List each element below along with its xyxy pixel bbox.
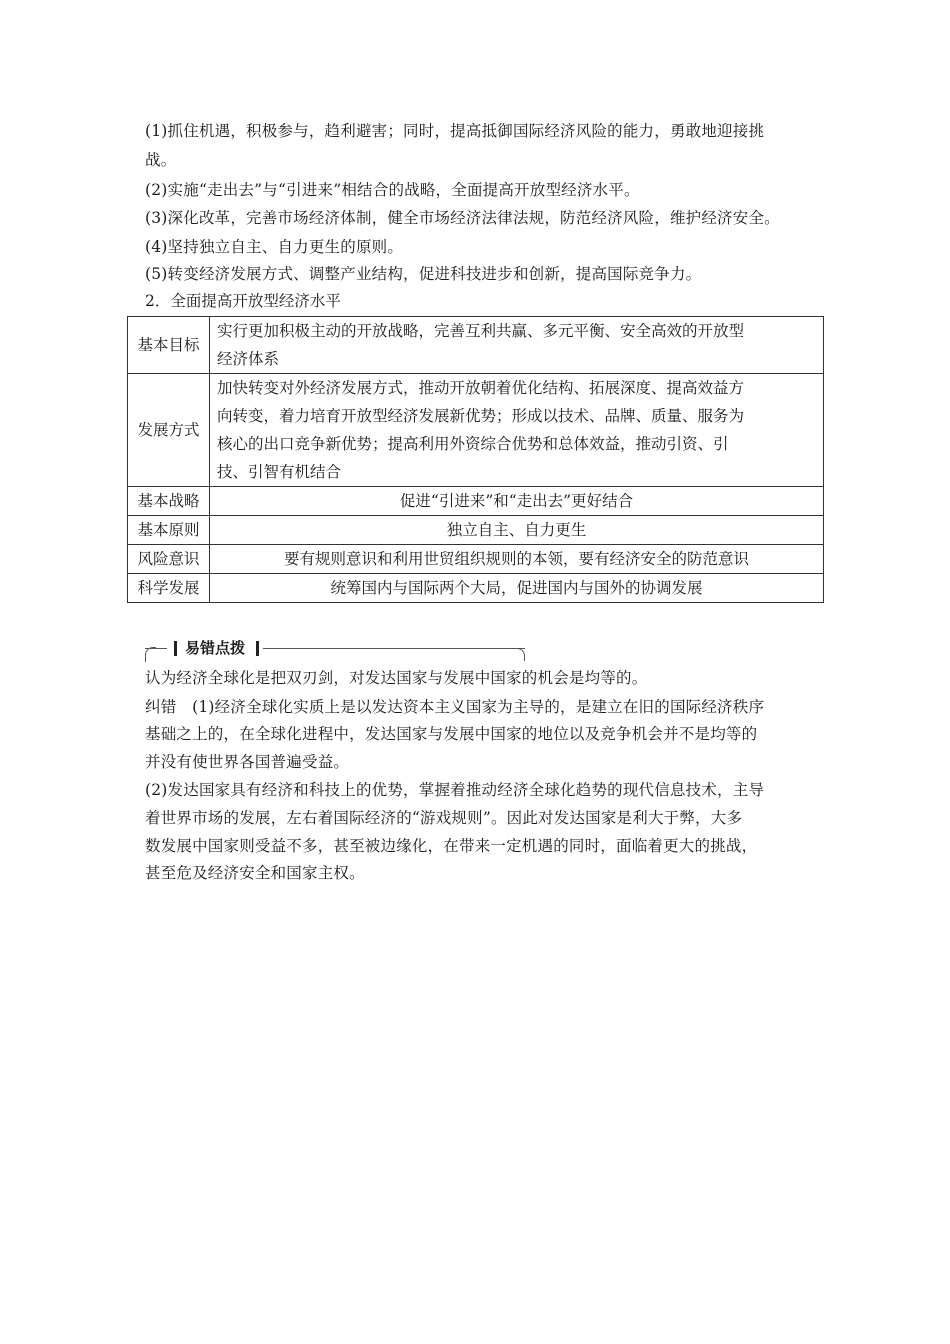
header-decoration: [145, 647, 156, 662]
row-label: 发展方式: [128, 374, 210, 487]
row-content-line: 实行更加积极主动的开放战略，完善互利共赢、多元平衡、安全高效的开放型: [217, 322, 745, 340]
table-row: [128, 487, 824, 516]
table-row: [128, 374, 824, 487]
row-content-line: 核心的出口竞争新优势；提高利用外资综合优势和总体效益，推动引资、引: [217, 435, 729, 453]
header-decoration: [514, 648, 525, 661]
tip-section-header: [145, 633, 525, 661]
correction-line: 并没有使世界各国普遍受益。: [145, 753, 350, 771]
header-bar-right: [256, 641, 259, 656]
measure-2: (2)实施“走出去”与“引进来”相结合的战略，全面提高开放型经济水平。: [145, 181, 640, 199]
row-content: 独立自主、自力更生: [210, 516, 824, 545]
row-content-line: 技、引智有机结合: [217, 463, 342, 481]
row-content: 要有规则意识和利用世贸组织规则的本领，要有经济安全的防范意识: [210, 545, 824, 574]
row-label: 基本原则: [128, 516, 210, 545]
misconception-statement: 认为经济全球化是把双刃剑，对发达国家与发展中国家的机会是均等的。: [145, 669, 648, 687]
correction-line: 数发展中国家则受益不多，甚至被边缘化，在带来一定机遇的同时，面临着更大的挑战，: [145, 837, 758, 855]
row-label: 科学发展: [128, 574, 210, 603]
measure-1-line-1: (1)抓住机遇，积极参与，趋利避害；同时，提高抵御国际经济风险的能力，勇敢地迎接挑: [145, 122, 765, 140]
table-row: [128, 317, 824, 374]
correction-line: 基础之上的，在全球化进程中，发达国家与发展中国家的地位以及竞争机会并不是均等的: [145, 725, 758, 743]
row-label: 基本战略: [128, 487, 210, 516]
row-content-line: 经济体系: [217, 350, 280, 368]
row-content-line: 向转变，着力培育开放型经济发展新优势；形成以技术、品牌、质量、服务为: [217, 407, 745, 425]
header-rule-left: [145, 648, 167, 649]
correction-line: 纠错 (1)经济全球化实质上是以发达资本主义国家为主导的，是建立在旧的国际经济秩序: [145, 698, 765, 716]
open-economy-table: [127, 316, 824, 603]
table-row: [128, 545, 824, 574]
measure-4: (4)坚持独立自主、自力更生的原则。: [145, 238, 404, 256]
correction-line: 甚至危及经济安全和国家主权。: [145, 864, 365, 882]
correction-line: 着世界市场的发展，左右着国际经济的“游戏规则”。因此对发达国家是利大于弊，大多: [145, 809, 743, 827]
correction-line: (2)发达国家具有经济和科技上的优势，掌握着推动经济全球化趋势的现代信息技术，主导: [145, 781, 765, 799]
measure-3: (3)深化改革，完善市场经济体制，健全市场经济法律法规，防范经济风险，维护经济安全。: [145, 209, 780, 227]
row-content: 促进“引进来”和“走出去”更好结合: [210, 487, 824, 516]
row-content-line: 加快转变对外经济发展方式，推动开放朝着优化结构、拓展深度、提高效益方: [217, 379, 745, 397]
row-content: [210, 317, 824, 374]
tip-section-title: 易错点拨: [185, 639, 246, 657]
row-label: 基本目标: [128, 317, 210, 374]
section-2-heading: 2．全面提高开放型经济水平: [145, 292, 341, 310]
header-bar-left: [174, 641, 177, 656]
header-rule-right: [263, 648, 525, 649]
measure-5: (5)转变经济发展方式、调整产业结构，促进科技进步和创新，提高国际竞争力。: [145, 265, 702, 283]
row-label: 风险意识: [128, 545, 210, 574]
table-row: [128, 516, 824, 545]
row-content: 统筹国内与国际两个大局，促进国内与国外的协调发展: [210, 574, 824, 603]
row-content: [210, 374, 824, 487]
measure-1-line-2: 战。: [145, 151, 177, 169]
table-row: [128, 574, 824, 603]
